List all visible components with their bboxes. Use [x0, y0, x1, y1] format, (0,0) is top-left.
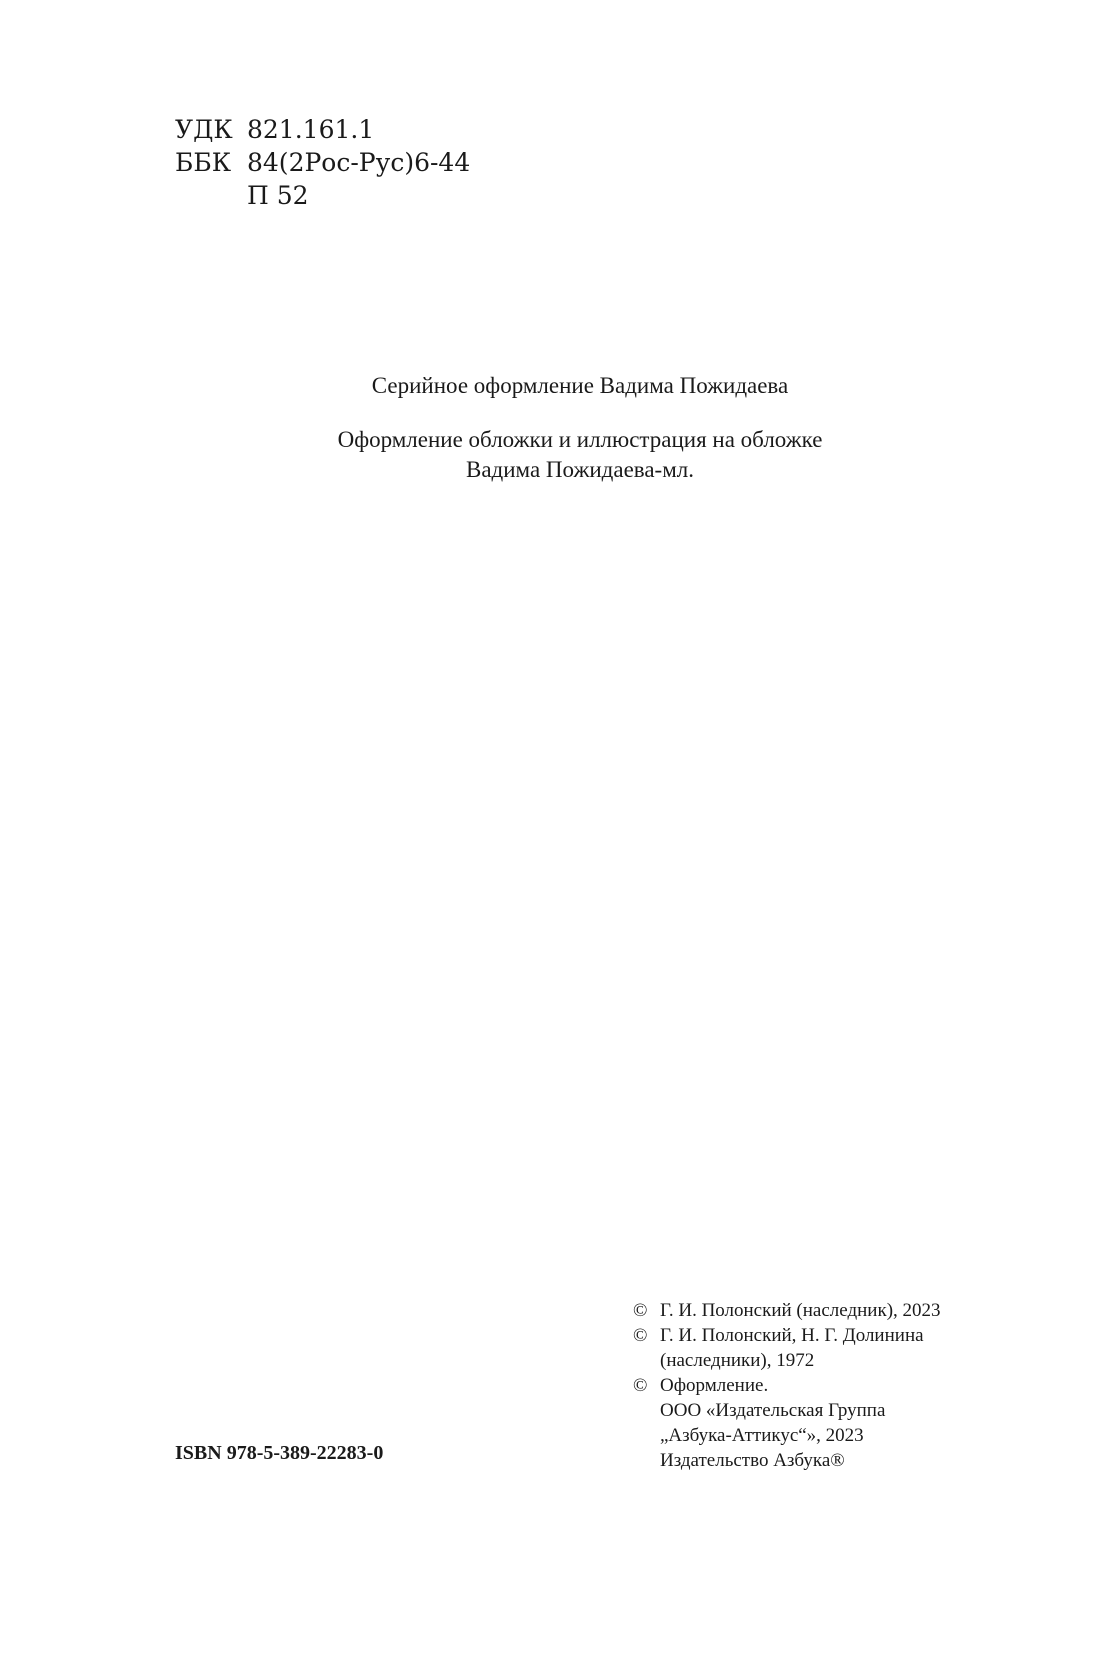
copyright-line: Издательство Азбука® [660, 1450, 845, 1471]
copyright-line: ООО «Издательская Группа [660, 1400, 886, 1421]
series-design-credit: Серийное оформление Вадима Пожидаева [371, 373, 789, 398]
copyright-block [633, 1298, 941, 1473]
cover-design-line-1: Оформление обложки и иллюстрация на обложке [337, 427, 823, 452]
bbk-row [175, 146, 470, 179]
copyright-line: Оформление. [660, 1375, 769, 1396]
author-mark-row [175, 179, 470, 212]
isbn: ISBN 978-5-389-22283-0 [175, 1442, 384, 1464]
cover-design-line-2: Вадима Пожидаева-мл. [466, 457, 694, 482]
classification-block [175, 113, 470, 212]
copyright-entry [633, 1373, 941, 1473]
bbk-value: 84(2Рос-Рус)6-44 [247, 148, 471, 177]
udk-row [175, 113, 470, 146]
copyright-symbol: © [633, 1375, 648, 1396]
bbk-label: ББК [175, 148, 232, 177]
copyright-lines [660, 1298, 941, 1323]
copyright-lines [660, 1323, 924, 1373]
copyright-symbol: © [633, 1300, 648, 1321]
author-mark-value: П 52 [247, 181, 309, 210]
copyright-line: Г. И. Полонский (наследник), 2023 [660, 1300, 941, 1321]
copyright-symbol: © [633, 1325, 648, 1346]
copyright-entry [633, 1298, 941, 1323]
copyright-line: „Азбука-Аттикус“», 2023 [660, 1425, 864, 1446]
copyright-entry [633, 1323, 941, 1373]
author-mark-label [175, 179, 247, 212]
copyright-line: Г. И. Полонский, Н. Г. Долинина [660, 1325, 924, 1346]
copyright-lines [660, 1373, 885, 1473]
udk-label: УДК [175, 115, 233, 144]
udk-value: 821.161.1 [247, 115, 375, 144]
cover-design-credit [0, 425, 1100, 485]
copyright-line: (наследники), 1972 [660, 1350, 815, 1371]
